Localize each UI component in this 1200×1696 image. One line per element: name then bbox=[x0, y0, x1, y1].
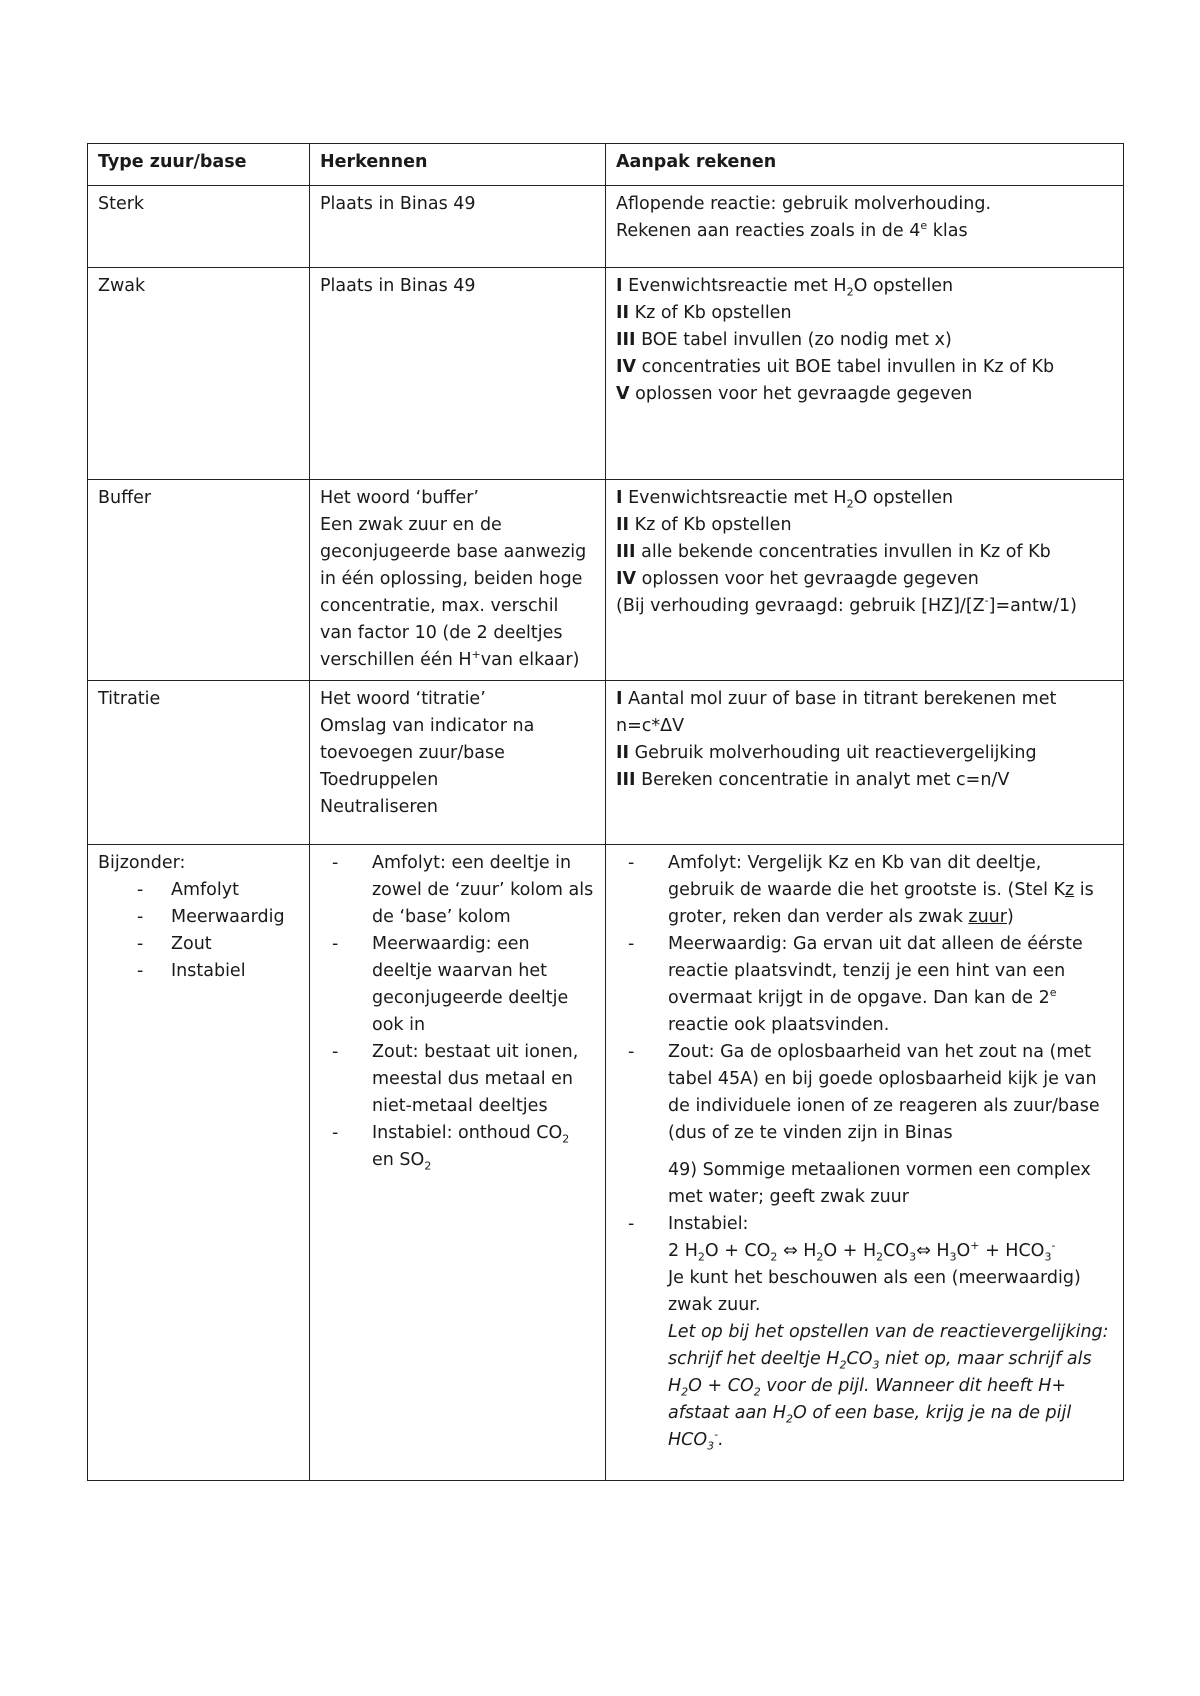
zwak-aanpak bbox=[606, 268, 1124, 480]
list-item: - Zout bbox=[98, 931, 299, 958]
row-bijzonder bbox=[88, 845, 1124, 1481]
zwak-step: II Kz of Kb opstellen bbox=[616, 303, 792, 323]
list-item: - Zout: bestaat uit ionen, meestal dus metaal en niet-metaal deeltjes bbox=[320, 1039, 595, 1120]
list-item: - Zout: Ga de oplosbaarheid van het zout na (met tabel 45A) en bij goede oplosbaarheid kijk je van de individuele ionen of ze reageren als zuur/base (dus of ze te vinden zijn in Binas 49) Sommige metaalionen vormen een complex met water; geeft zwak zuur bbox=[616, 1039, 1113, 1211]
list-item: - Instabiel: 2 $H_2O + CO_2$ ⇔ $H_2O$ + $H_2CO_3\Leftrightarrow$ $H_3O^+ + HCO_3^-$ Je kunt het beschouwen als een (meerwaardig) zwak zuur. Let op bij het opstellen van de reactievergelijking: schrijf het deeltje $H_2CO_3$ niet op, maar schrijf als $H_2O + CO_2$ voor de pijl. Wanneer dit heeft H+ afstaat aan $H_2O$ of een base, krijg je na de pijl $HCO_3^-$. bbox=[616, 1211, 1113, 1454]
buffer-step: III alle bekende concentraties invullen in Kz of Kb bbox=[616, 542, 1051, 562]
list-item: - Meerwaardig bbox=[98, 904, 299, 931]
zwak-herkennen: Plaats in Binas 49 bbox=[310, 268, 606, 480]
list-item: - Instabiel: onthoud $CO_2$ en $SO_2$ bbox=[320, 1120, 595, 1174]
list-item: - Meerwaardig: Ga ervan uit dat alleen de éérste reactie plaatsvindt, tenzij je een hint van een overmaat krijgt in de opgave. Dan kan de 2e reactie ook plaatsvinden. bbox=[616, 931, 1113, 1039]
titratie-step: III Bereken concentratie in analyt met c=n/V bbox=[616, 770, 1010, 790]
row-sterk bbox=[88, 186, 1124, 268]
buffer-type: Buffer bbox=[88, 480, 310, 681]
header-type: Type zuur/base bbox=[88, 144, 310, 186]
titratie-aanpak bbox=[606, 681, 1124, 845]
zwak-type: Zwak bbox=[88, 268, 310, 480]
buffer-step: IV oplossen voor het gevraagde gegeven bbox=[616, 569, 979, 589]
list-item: - Amfolyt: Vergelijk Kz en Kb van dit deeltje, gebruik de waarde die het grootste is. (Stel Kz is groter, reken dan verder als zwak zuur) bbox=[616, 850, 1113, 931]
equation: 2 $H_2O + CO_2$ ⇔ $H_2O$ + $H_2CO_3\Leftrightarrow$ $H_3O^+ + HCO_3^-$ bbox=[668, 1239, 1056, 1264]
bijzonder-type: Bijzonder: - Amfolyt - Meerwaardig - Zout - Instabiel bbox=[88, 845, 310, 1481]
buffer-step: II Kz of Kb opstellen bbox=[616, 515, 792, 535]
acid-base-table bbox=[87, 143, 1124, 1481]
bijzonder-aanpak bbox=[606, 845, 1124, 1481]
sterk-type: Sterk bbox=[88, 186, 310, 268]
row-titratie bbox=[88, 681, 1124, 845]
italic-note: Let op bij het opstellen van de reactievergelijking: schrijf het deeltje $H_2CO_3$ niet op, maar schrijf als $H_2O + CO_2$ voor de pijl. Wanneer dit heeft H+ afstaat aan $H_2O$ of een base, krijg je na de pijl $HCO_3^-$. bbox=[668, 1322, 1109, 1453]
buffer-herkennen: Het woord ‘buffer’ Een zwak zuur en de geconjugeerde base aanwezig in één oplossing, beiden hoge concentratie, max. verschil van factor 10 (de 2 deeltjes verschillen één H+van elkaar) bbox=[310, 480, 606, 681]
sterk-aanpak: Aflopende reactie: gebruik molverhouding. Rekenen aan reacties zoals in de 4e klas bbox=[606, 186, 1124, 268]
list-item: - Amfolyt bbox=[98, 877, 299, 904]
list-item: - Amfolyt: een deeltje in zowel de ‘zuur’ kolom als de ‘base’ kolom bbox=[320, 850, 595, 931]
titratie-step: II Gebruik molverhouding uit reactievergelijking bbox=[616, 743, 1037, 763]
buffer-aanpak bbox=[606, 480, 1124, 681]
row-zwak bbox=[88, 268, 1124, 480]
titratie-herkennen: Het woord ‘titratie’ Omslag van indicator na toevoegen zuur/base Toedruppelen Neutraliseren bbox=[310, 681, 606, 845]
bijzonder-herkennen bbox=[310, 845, 606, 1481]
zwak-step: V oplossen voor het gevraagde gegeven bbox=[616, 384, 973, 404]
header-aanpak: Aanpak rekenen bbox=[606, 144, 1124, 186]
row-buffer bbox=[88, 480, 1124, 681]
titratie-type: Titratie bbox=[88, 681, 310, 845]
bijzonder-type-list bbox=[98, 877, 299, 985]
zwak-step: IV concentraties uit BOE tabel invullen in Kz of Kb bbox=[616, 357, 1055, 377]
header-row bbox=[88, 144, 1124, 186]
sterk-herkennen: Plaats in Binas 49 bbox=[310, 186, 606, 268]
buffer-note: (Bij verhouding gevraagd: gebruik [HZ]/[Z-]=antw/1) bbox=[616, 594, 1077, 616]
titratie-step: I Aantal mol zuur of base in titrant berekenen met n=c*ΔV bbox=[616, 689, 1057, 736]
zwak-step: I Evenwichtsreactie met $H_2O$ opstellen bbox=[616, 276, 954, 299]
header-herkennen: Herkennen bbox=[310, 144, 606, 186]
zwak-step: III BOE tabel invullen (zo nodig met x) bbox=[616, 330, 952, 350]
list-item: - Instabiel bbox=[98, 958, 299, 985]
buffer-step: I Evenwichtsreactie met $H_2O$ opstellen bbox=[616, 488, 954, 511]
list-item: - Meerwaardig: een deeltje waarvan het geconjugeerde deeltje ook in bbox=[320, 931, 595, 1039]
